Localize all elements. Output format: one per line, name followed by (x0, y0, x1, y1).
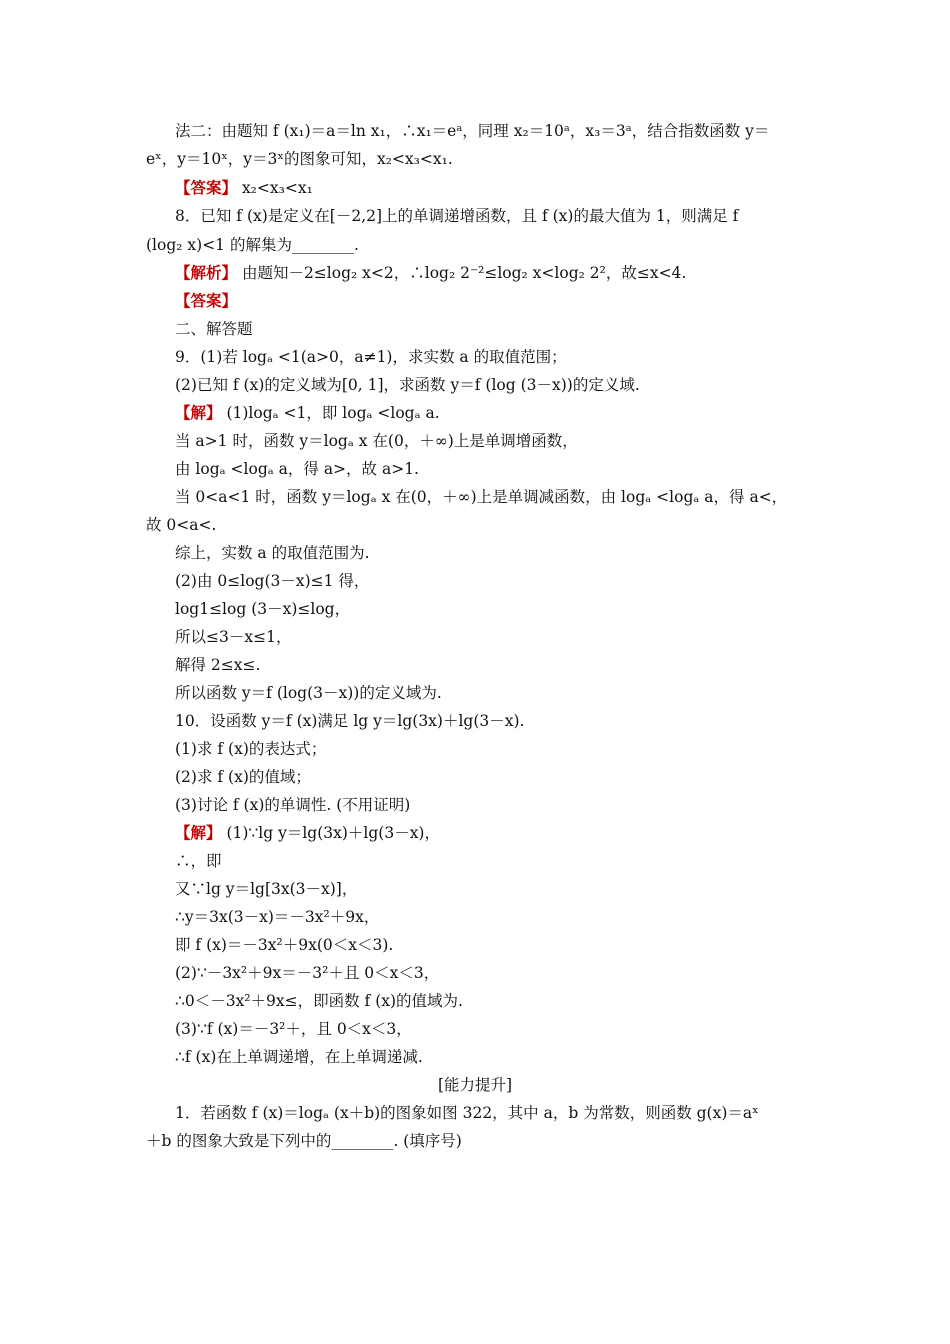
text-line: ∴0＜－3x²＋9x≤，即函数 f (x)的值域为. (175, 992, 463, 1010)
analysis-label: 【解析】 (175, 263, 238, 282)
text-line (175, 291, 237, 311)
text-line: 法二：由题知 f (x₁)＝a＝ln x₁，∴x₁＝eᵃ，同理 x₂＝10ᵃ，x₃＝3ᵃ，结合指数函数 y＝ (175, 122, 770, 140)
text-line: (3)讨论 f (x)的单调性. (不用证明) (175, 796, 411, 814)
section-heading: [能力提升] (437, 1076, 513, 1094)
text-line: 即 f (x)＝－3x²＋9x(0＜x＜3). (175, 936, 394, 954)
text-line: 所以≤3－x≤1， (175, 628, 292, 646)
text-line: 当 a>1 时，函数 y＝logₐ x 在(0，＋∞)上是单调增函数， (175, 432, 578, 450)
text-line: 9．(1)若 logₐ <1(a>0，a≠1)，求实数 a 的取值范围； (175, 348, 567, 366)
text-line: (2)求 f (x)的值域； (175, 768, 311, 786)
text-line: (1)求 f (x)的表达式； (175, 740, 327, 758)
text-line: 综上，实数 a 的取值范围为. (175, 544, 370, 562)
text-line: log1≤log (3－x)≤log， (175, 600, 351, 618)
text-line: 1．若函数 f (x)＝logₐ (x＋b)的图象如图 322，其中 a，b 为常数，则函数 g(x)＝aˣ (175, 1104, 759, 1122)
text-line: ∴f (x)在上单调递增，在上单调递减. (175, 1048, 423, 1066)
solution-label: 【解】 (175, 403, 222, 422)
answer-label: 【答案】 (175, 291, 238, 310)
solution-label: 【解】 (175, 823, 222, 842)
section-heading: 二、解答题 (175, 320, 253, 338)
text-line: 由 logₐ <logₐ a，得 a>，故 a>1. (175, 460, 419, 478)
text-line: ∴，即 (175, 852, 222, 870)
text-line: 【解】 (1)logₐ <1，即 logₐ <logₐ a. (175, 403, 440, 422)
text-line: 故 0<a<. (146, 516, 217, 534)
text-line: 【答案】 x₂<x₃<x₁ (175, 178, 313, 197)
text-line: (3)∵f (x)＝－3²＋，且 0＜x＜3， (175, 1020, 412, 1038)
text-line: eˣ，y＝10ˣ，y＝3ˣ的图象可知，x₂<x₃<x₁. (146, 150, 453, 168)
text-line: 解得 2≤x≤. (175, 656, 261, 674)
text-line: 10．设函数 y＝f (x)满足 lg y＝lg(3x)＋lg(3－x). (175, 712, 525, 730)
text-line: (2)由 0≤log(3－x)≤1 得， (175, 572, 370, 590)
text-line: ∴y＝3x(3－x)＝－3x²＋9x， (175, 908, 380, 926)
text-line: (2)∵－3x²＋9x＝－3²＋且 0＜x＜3， (175, 964, 440, 982)
text-line: 8．已知 f (x)是定义在[－2,2]上的单调递增函数，且 f (x)的最大值为 1，则满足 f (175, 207, 739, 225)
answer-label: 【答案】 (175, 178, 238, 197)
text-line: 【解析】 由题知－2≤log₂ x<2，∴log₂ 2⁻²≤log₂ x<log₂ 2²，故≤x<4. (175, 263, 687, 282)
text-line: (2)已知 f (x)的定义域为[0, 1]，求函数 y＝f (log (3－x))的定义域. (175, 376, 640, 394)
text-line: ＋b 的图象大致是下列中的________. (填序号) (146, 1132, 462, 1150)
text-line: 所以函数 y＝f (log(3－x))的定义域为. (175, 684, 442, 702)
text-line: 又∵lg y＝lg[3x(3－x)]， (175, 880, 358, 898)
text-line: (log₂ x)<1 的解集为________. (146, 236, 359, 254)
text-line: 当 0<a<1 时，函数 y＝logₐ x 在(0，＋∞)上是单调减函数，由 logₐ <logₐ a，得 a<， (175, 488, 788, 506)
text-line: 【解】 (1)∵lg y＝lg(3x)＋lg(3－x)， (175, 823, 440, 842)
